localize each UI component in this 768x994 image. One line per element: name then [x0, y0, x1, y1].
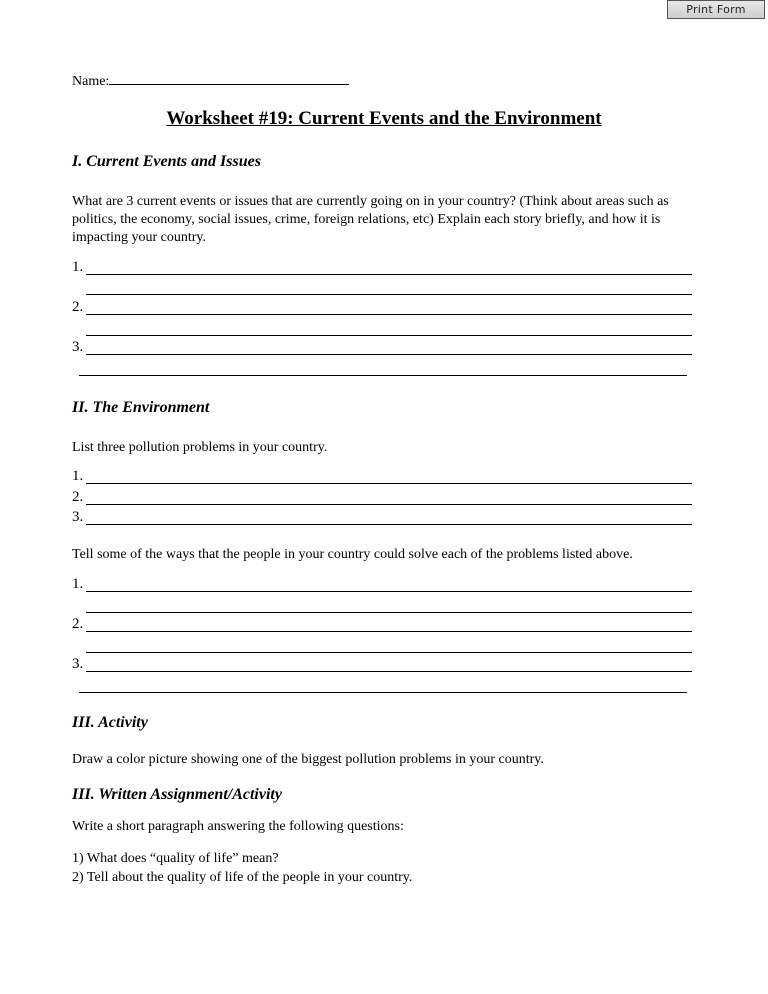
- name-field[interactable]: [72, 72, 349, 90]
- name-label: Name:: [72, 74, 110, 89]
- section-2-prompt-1: List three pollution problems in your country.: [72, 440, 328, 455]
- answer-line-2[interactable]: [72, 298, 692, 318]
- section-1-heading: I. Current Events and Issues: [72, 153, 261, 170]
- line-number: 2.: [72, 299, 84, 315]
- name-blank-line[interactable]: [109, 72, 349, 85]
- answer-continuation-line[interactable]: [86, 334, 692, 336]
- section-4-heading: III. Written Assignment/Activity: [72, 786, 282, 803]
- solution-line-3[interactable]: [72, 655, 692, 675]
- answer-line-1[interactable]: [72, 258, 692, 278]
- line-number: 1.: [72, 576, 84, 592]
- solution-line-1[interactable]: [72, 575, 692, 595]
- section-2-prompt-2: Tell some of the ways that the people in your country could solve each of the problems listed above.: [72, 547, 633, 562]
- pollution-line-1[interactable]: [72, 467, 692, 487]
- section-1-prompt: What are 3 current events or issues that are currently going on in your country? (Think about areas such as politics, the economy, social issues, crime, foreign relations, etc) Explain each story briefly, and how it is impacting your country.: [72, 194, 669, 245]
- question-2: 2) Tell about the quality of life of the people in your country.: [72, 870, 413, 885]
- pollution-line-3[interactable]: [72, 508, 692, 528]
- answer-continuation-line[interactable]: [86, 293, 692, 295]
- line-number: 1.: [72, 259, 84, 275]
- answer-continuation-line[interactable]: [79, 691, 687, 693]
- section-3-heading: III. Activity: [72, 714, 148, 731]
- pollution-line-2[interactable]: [72, 488, 692, 508]
- worksheet-title: Worksheet #19: Current Events and the Environment: [166, 108, 602, 129]
- solution-line-2[interactable]: [72, 615, 692, 635]
- line-number: 1.: [72, 468, 84, 484]
- section-4-prompt: Write a short paragraph answering the following questions:: [72, 819, 404, 834]
- answer-continuation-line[interactable]: [79, 374, 687, 376]
- line-number: 3.: [72, 509, 84, 525]
- answer-continuation-line[interactable]: [86, 651, 692, 653]
- question-1: 1) What does “quality of life” mean?: [72, 851, 279, 866]
- line-number: 2.: [72, 616, 84, 632]
- answer-continuation-line[interactable]: [86, 611, 692, 613]
- answer-line-3[interactable]: [72, 338, 692, 358]
- line-number: 3.: [72, 339, 84, 355]
- line-number: 3.: [72, 656, 84, 672]
- section-3-prompt: Draw a color picture showing one of the biggest pollution problems in your country.: [72, 752, 544, 767]
- line-number: 2.: [72, 489, 84, 505]
- print-form-button[interactable]: Print Form: [667, 0, 765, 19]
- section-2-heading: II. The Environment: [72, 399, 210, 416]
